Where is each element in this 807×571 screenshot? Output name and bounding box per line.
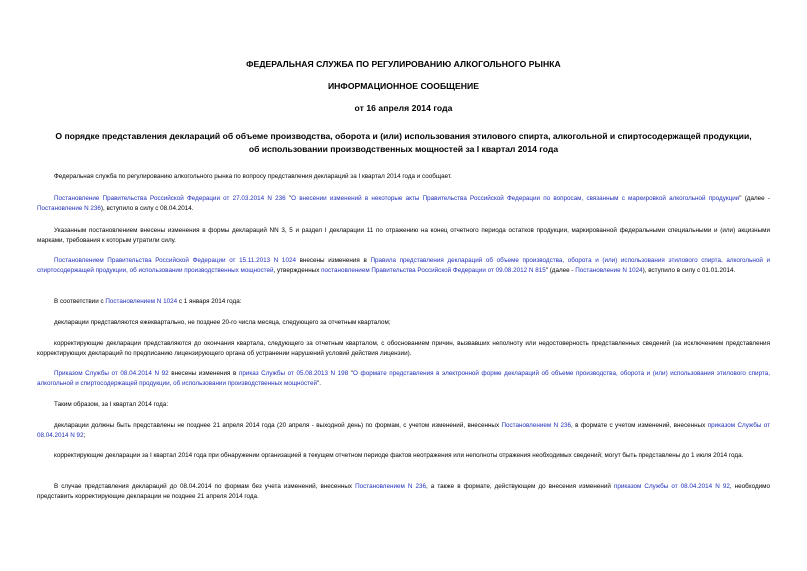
paragraph-4-text-4: ), вступило в силу с 01.01.2014. xyxy=(642,267,736,274)
link-order-92[interactable]: Приказом Службы от 08.04.2014 N 92 xyxy=(54,370,169,377)
paragraph-2-text-3: ), вступило в силу с 08.04.2014. xyxy=(100,205,194,212)
paragraph-1: Федеральная служба по регулированию алкогольного рынка по вопросу представления деклараций за I квартал 2014 года и сообщает. xyxy=(54,173,452,180)
link-resolution-236-ref-1[interactable]: Постановлением N 236 xyxy=(501,422,572,429)
paragraph-10-text-2: , в формате с учетом изменений, внесенных xyxy=(571,422,708,429)
paragraph-5-text-2: с 1 января 2014 года: xyxy=(177,298,242,305)
link-resolution-1024[interactable]: Постановлением Правительства Российской Федерации от 15.11.2013 N 1024 xyxy=(54,257,296,264)
paragraph-5 xyxy=(37,297,770,307)
paragraph-5-text-1: В соответствии с xyxy=(54,298,106,305)
link-resolution-236-short[interactable]: Постановление N 236 xyxy=(37,205,101,212)
link-order-198-title[interactable]: О формате представления в электронной форме деклараций об объеме производства, оборота и (или) использования этилового спирта, алкогольной и спиртосодержащей продукции, об использовании производственных мощностей xyxy=(37,370,770,387)
link-order-198[interactable]: приказ Службы от 05.08.2013 N 198 xyxy=(238,370,349,377)
link-resolution-236-title[interactable]: О внесении изменений в некоторые акты Правительства Российской Федерации по вопросам, связанным с маркировкой алкогольной продукции xyxy=(291,195,740,202)
paragraph-12-text-1: В случае представления деклараций до 08.04.2014 по формам без учета изменений, внесенных xyxy=(54,483,356,490)
paragraph-2-text-2: " (далее - xyxy=(739,195,770,202)
paragraph-10-text-1: декларации должны быть представлены не позднее 21 апреля 2014 года (20 апреля - выходной день) по формам, с учетом изменений, внесенных xyxy=(54,422,502,429)
document-type-heading: ИНФОРМАЦИОННОЕ СООБЩЕНИЕ xyxy=(327,81,480,91)
link-declaration-rules[interactable]: Правила представления деклараций об объеме производства, оборота и (или) использования этилового спирта, алкогольной и спиртосодержащей продукции, об использовании производственных мощностей xyxy=(37,257,770,274)
paragraph-9: Таким образом, за I квартал 2014 года: xyxy=(54,401,169,408)
paragraph-4 xyxy=(37,256,770,276)
subject-line-2: об использовании производственных мощностей за I квартал 2014 года xyxy=(248,144,559,154)
paragraph-10 xyxy=(37,421,770,441)
paragraph-4-text-1: внесены изменения в xyxy=(295,257,371,264)
link-order-92-ref-1[interactable]: приказом Службы от 08.04.2014 N 92 xyxy=(37,422,770,439)
link-resolution-236-ref-2[interactable]: Постановлением N 236 xyxy=(355,483,426,490)
paragraph-4-text-2: , утвержденных xyxy=(273,267,322,274)
paragraph-7: корректирующие декларации представляются до окончания квартала, следующего за отчетным кварталом, с обоснованием причин, вызвавших неполноту или недостоверность представленных сведений (за исключением представления корректирующих деклараций по предписанию лицензирующего органа об устранении нарушений условий действия лицензии). xyxy=(37,340,770,357)
document-subject xyxy=(30,130,777,156)
paragraph-6: декларации представляются ежеквартально, не позднее 20-го числа месяца, следующего за отчетным кварталом; xyxy=(54,319,391,326)
link-order-92-ref-2[interactable]: приказом Службы от 08.04.2014 N 92 xyxy=(613,483,730,490)
paragraph-8 xyxy=(37,369,770,389)
paragraph-2 xyxy=(37,194,770,214)
paragraph-8-text-2: " xyxy=(348,370,354,377)
agency-heading: ФЕДЕРАЛЬНАЯ СЛУЖБА ПО РЕГУЛИРОВАНИЮ АЛКОГОЛЬНОГО РЫНКА xyxy=(246,59,561,69)
paragraph-12-text-2: , а также в формате, действующем до внесения изменений xyxy=(425,483,614,490)
link-resolution-1024-short[interactable]: Постановление N 1024 xyxy=(575,267,643,274)
paragraph-11: корректирующие декларации за I квартал 2014 года при обнаружении организацией в текущем отчетном периоде фактов неотражения или неполноты отражения необходимых сведений; могут быть представлены до 1 июля 2014 года. xyxy=(54,452,744,459)
link-resolution-1024-ref[interactable]: Постановлением N 1024 xyxy=(105,298,178,305)
paragraph-8-text-3: ". xyxy=(317,380,321,387)
document-date: от 16 апреля 2014 года xyxy=(354,103,453,113)
paragraph-12 xyxy=(37,482,770,502)
link-resolution-236[interactable]: Постановление Правительства Российской Федерации от 27.03.2014 N 236 xyxy=(54,195,286,202)
paragraph-12-text-3: , необходимо представить корректирующие декларации не позднее 21 апреля 2014 года. xyxy=(37,483,771,500)
paragraph-4-text-3: " (далее - xyxy=(545,267,576,274)
link-resolution-815[interactable]: постановлением Правительства Российской Федерации от 09.08.2012 N 815 xyxy=(321,267,546,274)
paragraph-2-text-1: " xyxy=(285,195,292,202)
subject-line-1: О порядке представления деклараций об объеме производства, оборота и (или) использования этилового спирта, алкогольной и спиртосодержащей продукции, xyxy=(55,131,752,141)
paragraph-8-text-1: внесены изменения в xyxy=(168,370,239,377)
paragraph-3: Указанным постановлением внесены изменения в формы деклараций NN 3, 5 и раздел I декларации 11 по отражению на конец отчетного периода остатков продукции, маркированной федеральными специальными и (или) акцизными марками, требования к которым утратили силу. xyxy=(37,227,770,244)
paragraph-10-text-3: ; xyxy=(83,432,86,439)
